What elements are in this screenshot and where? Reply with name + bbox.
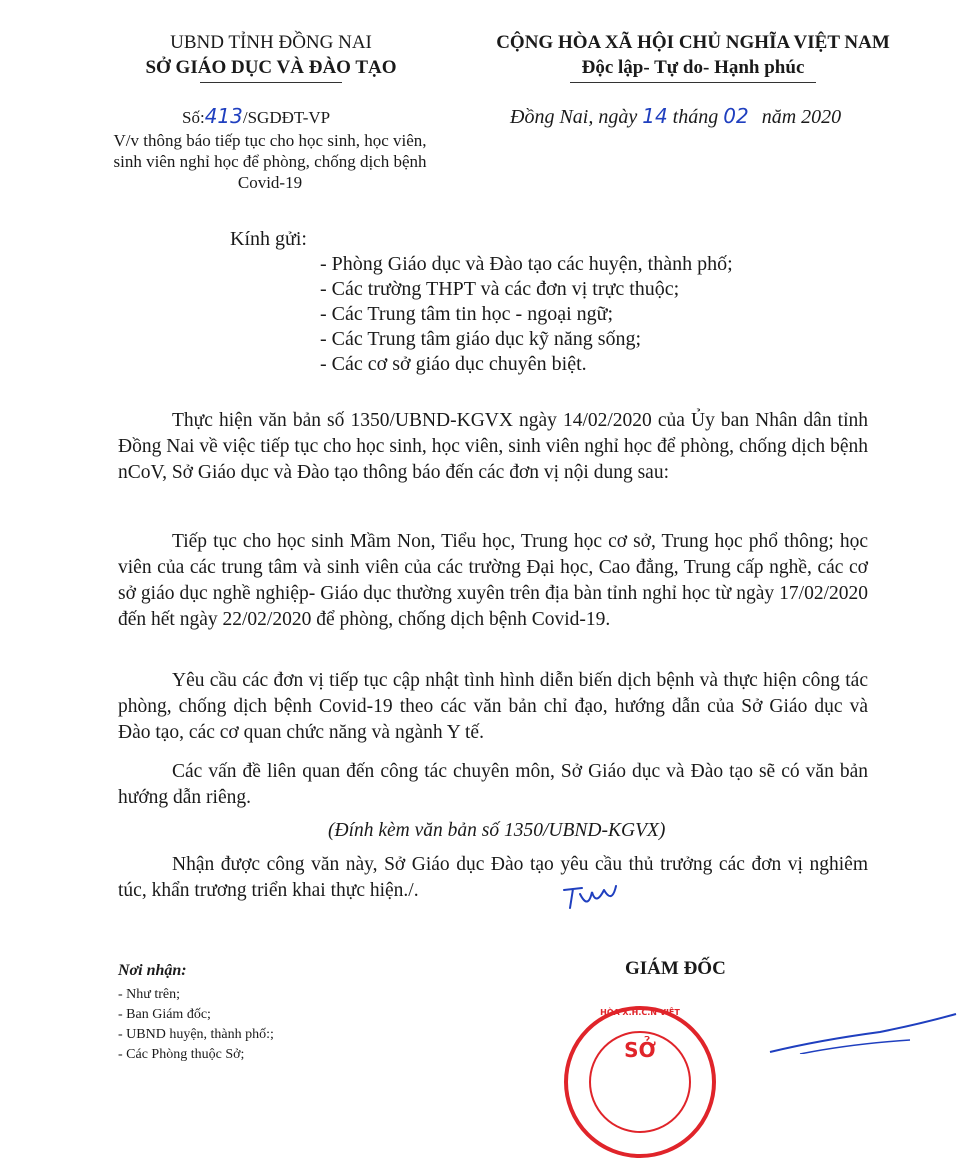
number-suffix: /SGDĐT-VP	[242, 108, 331, 127]
org-underline	[200, 82, 342, 83]
official-stamp	[560, 1000, 720, 1160]
recipients-label: Kính gửi:	[230, 228, 307, 250]
footer-recipient-item: - Các Phòng thuộc Sở;	[118, 1047, 245, 1062]
document-number	[182, 104, 330, 128]
body-paragraph-5	[118, 852, 868, 904]
footer-recipient-item: - Ban Giám đốc;	[118, 1007, 211, 1022]
nation-motto: Độc lập- Tự do- Hạnh phúc	[581, 57, 805, 78]
body-text: Thực hiện văn bản số 1350/UBND-KGVX ngày 14/02/2020 của Ủy ban Nhân dân tỉnh Đồng Nai về việc tiếp tục cho học sinh, học viên, sinh viên nghỉ học để phòng, chống dịch bệnh nCoV, Sở Giáo dục và Đào tạo thông báo đến các đơn vị nội dung sau:	[118, 410, 868, 483]
body-text: Các vấn đề liên quan đến công tác chuyên môn, Sở Giáo dục và Đào tạo sẽ có văn bản hướng dẫn riêng.	[118, 761, 868, 808]
date-month-word: tháng	[672, 106, 719, 128]
recipient-item: - Các cơ sở giáo dục chuyên biệt.	[320, 353, 587, 375]
subject-line3: Covid-19	[237, 173, 303, 192]
day-handwritten: 14	[642, 104, 668, 128]
recipient-item: - Các trường THPT và các đơn vị trực thuộc;	[320, 278, 680, 300]
month-handwritten: 02	[723, 104, 749, 128]
body-text: Tiếp tục cho học sinh Mầm Non, Tiểu học, Trung học cơ sở, Trung học phổ thông; học viên của các trung tâm và sinh viên của các trường Đại học, Cao đẳng, Trung cấp nghề, các cơ sở giáo dục nghề nghiệp- Giáo dục thường xuyên trên địa bàn tỉnh nghỉ học từ ngày 17/02/2020 đến hết ngày 22/02/2020 để phòng, chống dịch bệnh Covid-19.	[118, 531, 868, 630]
date-year: năm 2020	[761, 106, 842, 128]
body-paragraph-2	[118, 529, 868, 633]
footer-recipient-item: - Như trên;	[118, 987, 181, 1002]
subject-line2: sinh viên nghỉ học để phòng, chống dịch bệnh	[113, 152, 427, 171]
recipient-item: - Các Trung tâm giáo dục kỹ năng sống;	[320, 328, 642, 350]
footer-recipients-label: Nơi nhận:	[118, 962, 187, 979]
body-paragraph-3	[118, 668, 868, 746]
footer-recipient-item: - UBND huyện, thành phố:;	[118, 1027, 274, 1042]
stamp-arc-text: HÒA X.H.C.N VIỆT	[600, 1008, 680, 1017]
date-prefix: Đồng Nai, ngày	[510, 106, 638, 128]
initials-signature-icon	[560, 880, 620, 914]
motto-underline	[570, 82, 816, 83]
org-line1: UBND TỈNH ĐỒNG NAI	[170, 32, 372, 53]
subject-line1: V/v thông báo tiếp tục cho học sinh, học viên,	[113, 131, 427, 150]
director-signature-icon	[760, 1010, 960, 1054]
attachment-note: (Đính kèm văn bản số 1350/UBND-KGVX)	[328, 820, 666, 841]
org-line2: SỞ GIÁO DỤC VÀ ĐÀO TẠO	[145, 57, 397, 78]
document-date	[510, 104, 841, 129]
recipient-item: - Phòng Giáo dục và Đào tạo các huyện, thành phố;	[320, 253, 733, 275]
body-paragraph-4	[118, 759, 868, 811]
nation-title: CỘNG HÒA XÃ HỘI CHỦ NGHĨA VIỆT NAM	[496, 32, 890, 53]
number-handwritten: 413	[204, 104, 243, 128]
signer-title: GIÁM ĐỐC	[625, 958, 726, 979]
body-text: Nhận được công văn này, Sở Giáo dục Đào tạo yêu cầu thủ trưởng các đơn vị nghiêm túc, khẩn trương triển khai thực hiện./.	[118, 854, 868, 901]
stamp-center-text: SỞ	[624, 1038, 656, 1062]
body-text: Yêu cầu các đơn vị tiếp tục cập nhật tình hình diễn biến dịch bệnh và thực hiện công tác phòng, chống dịch bệnh Covid-19 theo các văn bản chỉ đạo, hướng dẫn của Sở Giáo dục và Đào tạo, các cơ quan chức năng và ngành Y tế.	[118, 670, 868, 743]
body-paragraph-1	[118, 408, 868, 486]
number-prefix: Số:	[182, 108, 205, 127]
recipient-item: - Các Trung tâm tin học - ngoại ngữ;	[320, 303, 614, 325]
